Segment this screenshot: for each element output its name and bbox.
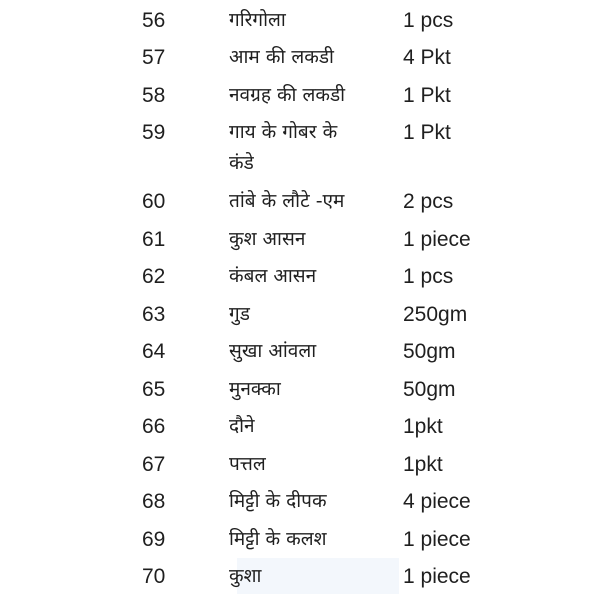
- row-item: कुशा: [229, 565, 262, 587]
- row-quantity: 50gm: [403, 340, 456, 363]
- list-row-56: [0, 2, 600, 39]
- list-row-60: [0, 183, 600, 220]
- row-number: 61: [142, 228, 166, 251]
- row-item: कुश आसन: [229, 228, 306, 250]
- row-quantity: 2 pcs: [403, 190, 454, 213]
- list-row-64: [0, 333, 600, 370]
- list-row-57: [0, 39, 600, 76]
- row-quantity: 1 piece: [403, 528, 471, 551]
- list-row-59: [0, 114, 600, 184]
- list-row-70: [0, 558, 600, 595]
- row-item: मुनक्का: [229, 378, 281, 400]
- row-number: 70: [142, 565, 166, 588]
- row-number: 60: [142, 190, 166, 213]
- list-row-69: [0, 521, 600, 558]
- row-number: 63: [142, 303, 166, 326]
- row-number: 64: [142, 340, 166, 363]
- list-row-66: [0, 408, 600, 445]
- row-item: गाय के गोबर के: [229, 121, 338, 143]
- list-row-58: [0, 77, 600, 114]
- row-quantity: 1 Pkt: [403, 84, 451, 107]
- row-quantity: 4 Pkt: [403, 46, 451, 69]
- row-quantity: 50gm: [403, 378, 456, 401]
- row-quantity: 4 piece: [403, 490, 471, 513]
- list-row-63: [0, 296, 600, 333]
- row-quantity: 1 piece: [403, 565, 471, 588]
- row-number: 59: [142, 121, 166, 144]
- row-quantity: 1 Pkt: [403, 121, 451, 144]
- list-row-65: [0, 371, 600, 408]
- row-item-line2: कंडे: [229, 152, 254, 174]
- list-row-62: [0, 258, 600, 295]
- row-number: 67: [142, 453, 166, 476]
- row-number: 68: [142, 490, 166, 513]
- row-item: दौने: [229, 415, 255, 437]
- row-item: गुड: [229, 303, 250, 325]
- row-quantity: 1pkt: [403, 415, 443, 438]
- row-item: तांबे के लौटे -एम: [229, 190, 345, 212]
- row-item: कंबल आसन: [229, 265, 317, 287]
- row-item: पत्तल: [229, 453, 266, 475]
- row-number: 66: [142, 415, 166, 438]
- row-quantity: 1 piece: [403, 228, 471, 251]
- row-item: गरिगोला: [229, 9, 286, 31]
- row-number: 65: [142, 378, 166, 401]
- row-number: 58: [142, 84, 166, 107]
- row-item: आम की लकडी: [229, 46, 334, 68]
- row-quantity: 1 pcs: [403, 9, 454, 32]
- list-row-67: [0, 446, 600, 483]
- row-item: सुखा आंवला: [229, 340, 317, 362]
- row-quantity: 250gm: [403, 303, 468, 326]
- row-quantity: 1pkt: [403, 453, 443, 476]
- row-number: 56: [142, 9, 166, 32]
- list-row-68: [0, 483, 600, 520]
- row-number: 57: [142, 46, 166, 69]
- row-quantity: 1 pcs: [403, 265, 454, 288]
- row-number: 69: [142, 528, 166, 551]
- row-item: नवग्रह की लकडी: [229, 84, 346, 106]
- row-number: 62: [142, 265, 166, 288]
- list-row-61: [0, 221, 600, 258]
- row-item: मिट्टी के दीपक: [229, 490, 327, 512]
- row-item: मिट्टी के कलश: [229, 528, 327, 550]
